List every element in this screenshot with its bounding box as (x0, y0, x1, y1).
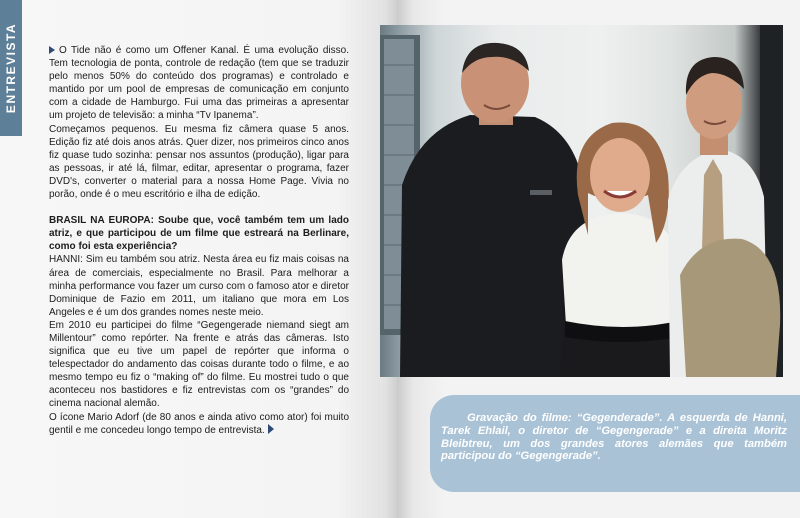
end-marker-icon (268, 424, 274, 434)
middle-person-face (590, 138, 650, 212)
section-tab-label: ENTREVISTA (4, 22, 18, 114)
paragraph-5-text: O ícone Mario Adorf (de 80 anos e ainda ativo como ator) foi muito gentil e me concedeu longo tempo de entrevista. (49, 411, 349, 436)
group-photo (380, 25, 783, 377)
paragraph-1 (49, 44, 349, 123)
left-person-jacket (400, 115, 588, 377)
paragraph-2: Começamos pequenos. Eu mesma fiz câmera quase 5 anos. Edição fiz até dois anos atrás. Quer dizer, nos primeiros cinco anos fiz quase tudo sozinha: pensar nos assuntos (produção), ligar para as pessoas, ir até lá, filmar, editar, apresentar o programa, fazer DVD's, converter o material para a nossa Home Page. Vivia no porão, onde é o meu escritório e ilha de edição. (49, 123, 349, 201)
left-page (0, 0, 397, 518)
section-tab (0, 0, 22, 136)
paragraph-3: HANNI: Sim eu também sou atriz. Nesta área eu fiz mais coisas na área de comerciais, especialmente no Brasil. Para melhorar a minha performance vou fazer um curso com o famoso ator e diretor Dominique de Fazio em 2011, um italiano que mora em Los Angeles e é um dos grandes nomes neste meio. (49, 254, 349, 318)
paragraph-4: Em 2010 eu participei do filme “Gegengerade niemand siegt am Millentour” como repórter. Na frente e atrás das câmeras. Isto significa que eu tive um papel de repórter que informa o telespectador do andamento das coisas durante todo o filme, e ao mesmo tempo eu fiz o “making of” do filme. Eu mostrei tudo o que aconteceu nos bastidores e fiz entrevistas com os “grandes” do cinema nacional alemão. (49, 319, 349, 410)
right-person-jacket-over-arm (680, 239, 780, 377)
paragraph-5 (49, 411, 349, 437)
article-body (49, 44, 349, 437)
interview-question: BRASIL NA EUROPA: Soube que, você também tem um lado atriz, e que participou de um filme que estreará na Berlinare, como foi esta experiência? (49, 215, 349, 253)
start-marker-icon (49, 46, 55, 54)
spacer (49, 201, 349, 214)
jacket-logo (530, 190, 552, 195)
paragraph-1-text: O Tide não é como um Offener Kanal. É uma evolução disso. Tem tecnologia de ponta, controle de redação (tem que se traduzir pelo menos 50% do conteúdo dos programas) e controlado e mantido por um pool de empresas de comunicação em conjunto com a cidade de Hamburgo. Fui uma das primeiras a apresentar um projeto de televisão: a minha “Tv Ipanema”. (49, 45, 349, 122)
group-photo-illustration (380, 25, 783, 377)
photo-caption: Gravação do filme: “Gegenderade”. A esquerda de Hanni, Tarek Ehlail, o diretor de “Gegengerade” e a direita Moritz Bleibtreu, um dos grandes atores alemães que também participou do “Gegengerade”. (441, 412, 787, 463)
